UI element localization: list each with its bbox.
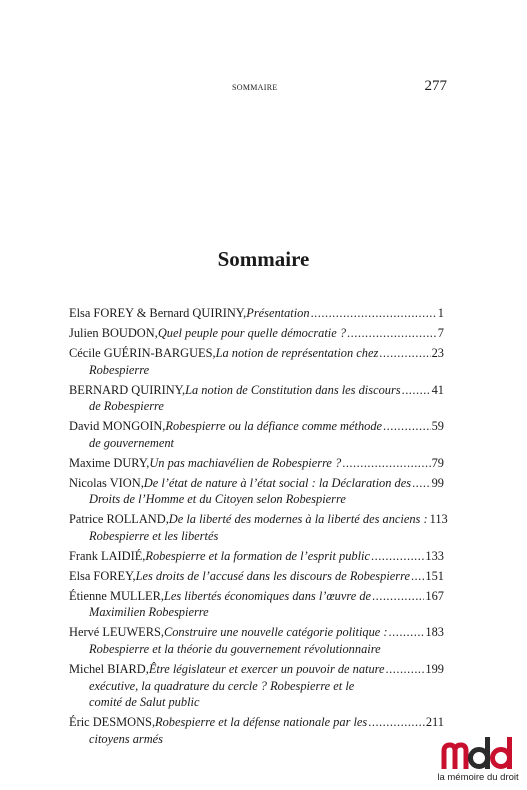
toc-entry-title: Les libertés économiques dans l’œuvre de	[163, 588, 372, 603]
toc-entry-line	[69, 548, 444, 565]
toc-entry	[69, 714, 444, 747]
toc-entry-title-continued: Robespierre et les libertés	[89, 528, 219, 543]
toc-list	[69, 305, 448, 751]
toc-entry-line	[69, 661, 444, 678]
toc-entry-title: Robespierre ou la défiance comme méthode	[165, 419, 383, 434]
mdd-logo-icon	[441, 735, 515, 771]
toc-entry-author: Cécile GUÉRIN-BARGUES,	[69, 345, 216, 360]
toc-entry-title-continued: de Robespierre	[89, 399, 164, 414]
toc-entry-line	[69, 455, 444, 472]
toc-entry-line	[69, 511, 448, 528]
toc-dot-leader	[386, 661, 425, 678]
toc-entry-author: Frank LAIDIÉ,	[69, 548, 146, 563]
running-title: SOMMAIRE	[232, 83, 278, 92]
toc-entry-author: Éric DESMONS,	[69, 715, 156, 730]
toc-entry-title: Quel peuple pour quelle démocratie ?	[157, 325, 347, 340]
publisher-logo	[428, 735, 527, 785]
toc-entry	[69, 475, 444, 508]
toc-dot-leader	[372, 588, 424, 605]
toc-dot-leader	[342, 455, 430, 472]
toc-entry-page: 133	[425, 548, 444, 563]
toc-entry-title: Robespierre et la formation de l’esprit public	[145, 548, 370, 563]
toc-entry	[69, 568, 444, 585]
toc-entry	[69, 511, 448, 544]
toc-entry	[69, 624, 444, 657]
toc-entry-author: Julien BOUDON,	[69, 325, 158, 340]
toc-entry-line	[69, 588, 444, 605]
toc-dot-leader	[402, 382, 431, 399]
toc-entry-author: David MONGOIN,	[69, 419, 166, 434]
page-number: 277	[424, 78, 447, 94]
running-header	[0, 78, 527, 98]
toc-entry-author: Patrice ROLLAND,	[69, 512, 169, 527]
toc-entry-author: Maxime DURY,	[69, 455, 150, 470]
toc-entry-title-continued: comité de Salut public	[89, 695, 200, 710]
toc-entry-title: Présentation	[246, 306, 310, 320]
toc-entry-line	[69, 305, 444, 322]
toc-dot-leader	[412, 475, 431, 492]
toc-entry-line	[69, 325, 444, 342]
toc-dot-leader	[371, 548, 424, 565]
toc-entry-page: 167	[425, 588, 444, 603]
toc-dot-leader	[379, 345, 430, 362]
toc-entry-line	[69, 475, 444, 492]
toc-entry-title: De l’état de nature à l’état social : la Déclaration des	[143, 475, 412, 490]
toc-entry-page: 151	[425, 568, 444, 583]
toc-entry-page: 113	[429, 512, 448, 527]
toc-dot-leader	[389, 624, 425, 641]
toc-entry-title: Robespierre et la défense nationale par les	[155, 715, 368, 730]
toc-entry	[69, 345, 444, 378]
toc-entry	[69, 588, 444, 621]
toc-entry-author: Hervé LEUWERS,	[69, 625, 164, 640]
toc-entry-title-continued: Robespierre	[89, 362, 150, 377]
toc-dot-leader	[311, 305, 437, 322]
toc-entry-title: La notion de représentation chez	[215, 345, 379, 360]
toc-dot-leader	[347, 325, 437, 342]
toc-entry-page: 7	[437, 325, 444, 340]
toc-entry	[69, 305, 444, 322]
toc-entry-page: 183	[425, 625, 444, 640]
toc-entry-title-continued: citoyens armés	[89, 731, 163, 746]
toc-entry-title: Les droits de l’accusé dans les discours de Robespierre	[135, 568, 410, 583]
toc-entry-author: Nicolas VION,	[69, 475, 144, 490]
toc-entry-page: 79	[431, 455, 444, 470]
toc-entry-page: 1	[437, 306, 444, 320]
toc-entry	[69, 382, 444, 415]
toc-entry-author: BERNARD QUIRINY,	[69, 382, 186, 397]
toc-entry-title: Construire une nouvelle catégorie politique :	[163, 625, 388, 640]
logo-tagline: la mémoire du droit	[437, 772, 519, 783]
toc-entry-title: De la liberté des modernes à la liberté des anciens :	[168, 512, 428, 527]
toc-dot-leader	[411, 568, 424, 585]
toc-entry-title-continued: de gouvernement	[89, 435, 174, 450]
toc-entry-title-continued: Robespierre et la théorie du gouvernement révolutionnaire	[89, 641, 381, 656]
toc-title: Sommaire	[217, 247, 310, 271]
toc-entry-line	[69, 624, 444, 641]
toc-entry	[69, 325, 444, 342]
toc-entry-title-continued: Maximilien Robespierre	[89, 605, 209, 620]
toc-entry-line	[69, 714, 444, 731]
toc-entry-title-continued: exécutive, la quadrature du cercle ? Robespierre et le	[89, 678, 355, 693]
toc-entry	[69, 418, 444, 451]
toc-entry-title: Être législateur et exercer un pouvoir de nature	[148, 661, 385, 676]
toc-entry-page: 59	[431, 419, 444, 434]
toc-entry-page: 211	[425, 715, 444, 730]
toc-entry	[69, 548, 444, 565]
toc-entry-author: Michel BIARD,	[69, 661, 149, 676]
toc-entry-page: 199	[425, 661, 444, 676]
toc-entry-title-continued: Droits de l’Homme et du Citoyen selon Robespierre	[89, 492, 346, 507]
toc-entry-author: Elsa FOREY & Bernard QUIRINY,	[69, 306, 247, 320]
toc-entry	[69, 661, 444, 711]
toc-entry-page: 41	[431, 382, 444, 397]
toc-entry-line	[69, 568, 444, 585]
toc-entry-line	[69, 418, 444, 435]
toc-entry-page: 23	[431, 345, 444, 360]
toc-entry-author: Étienne MULLER,	[69, 588, 164, 603]
toc-entry-line	[69, 345, 444, 362]
toc-entry-page: 99	[431, 475, 444, 490]
toc-dot-leader	[368, 714, 425, 731]
toc-dot-leader	[383, 418, 431, 435]
toc-entry-title: La notion de Constitution dans les discours	[185, 382, 401, 397]
toc-entry-author: Elsa FOREY,	[69, 568, 136, 583]
toc-entry	[69, 455, 444, 472]
toc-entry-line	[69, 382, 444, 399]
toc-entry-title: Un pas machiavélien de Robespierre ?	[149, 455, 342, 470]
